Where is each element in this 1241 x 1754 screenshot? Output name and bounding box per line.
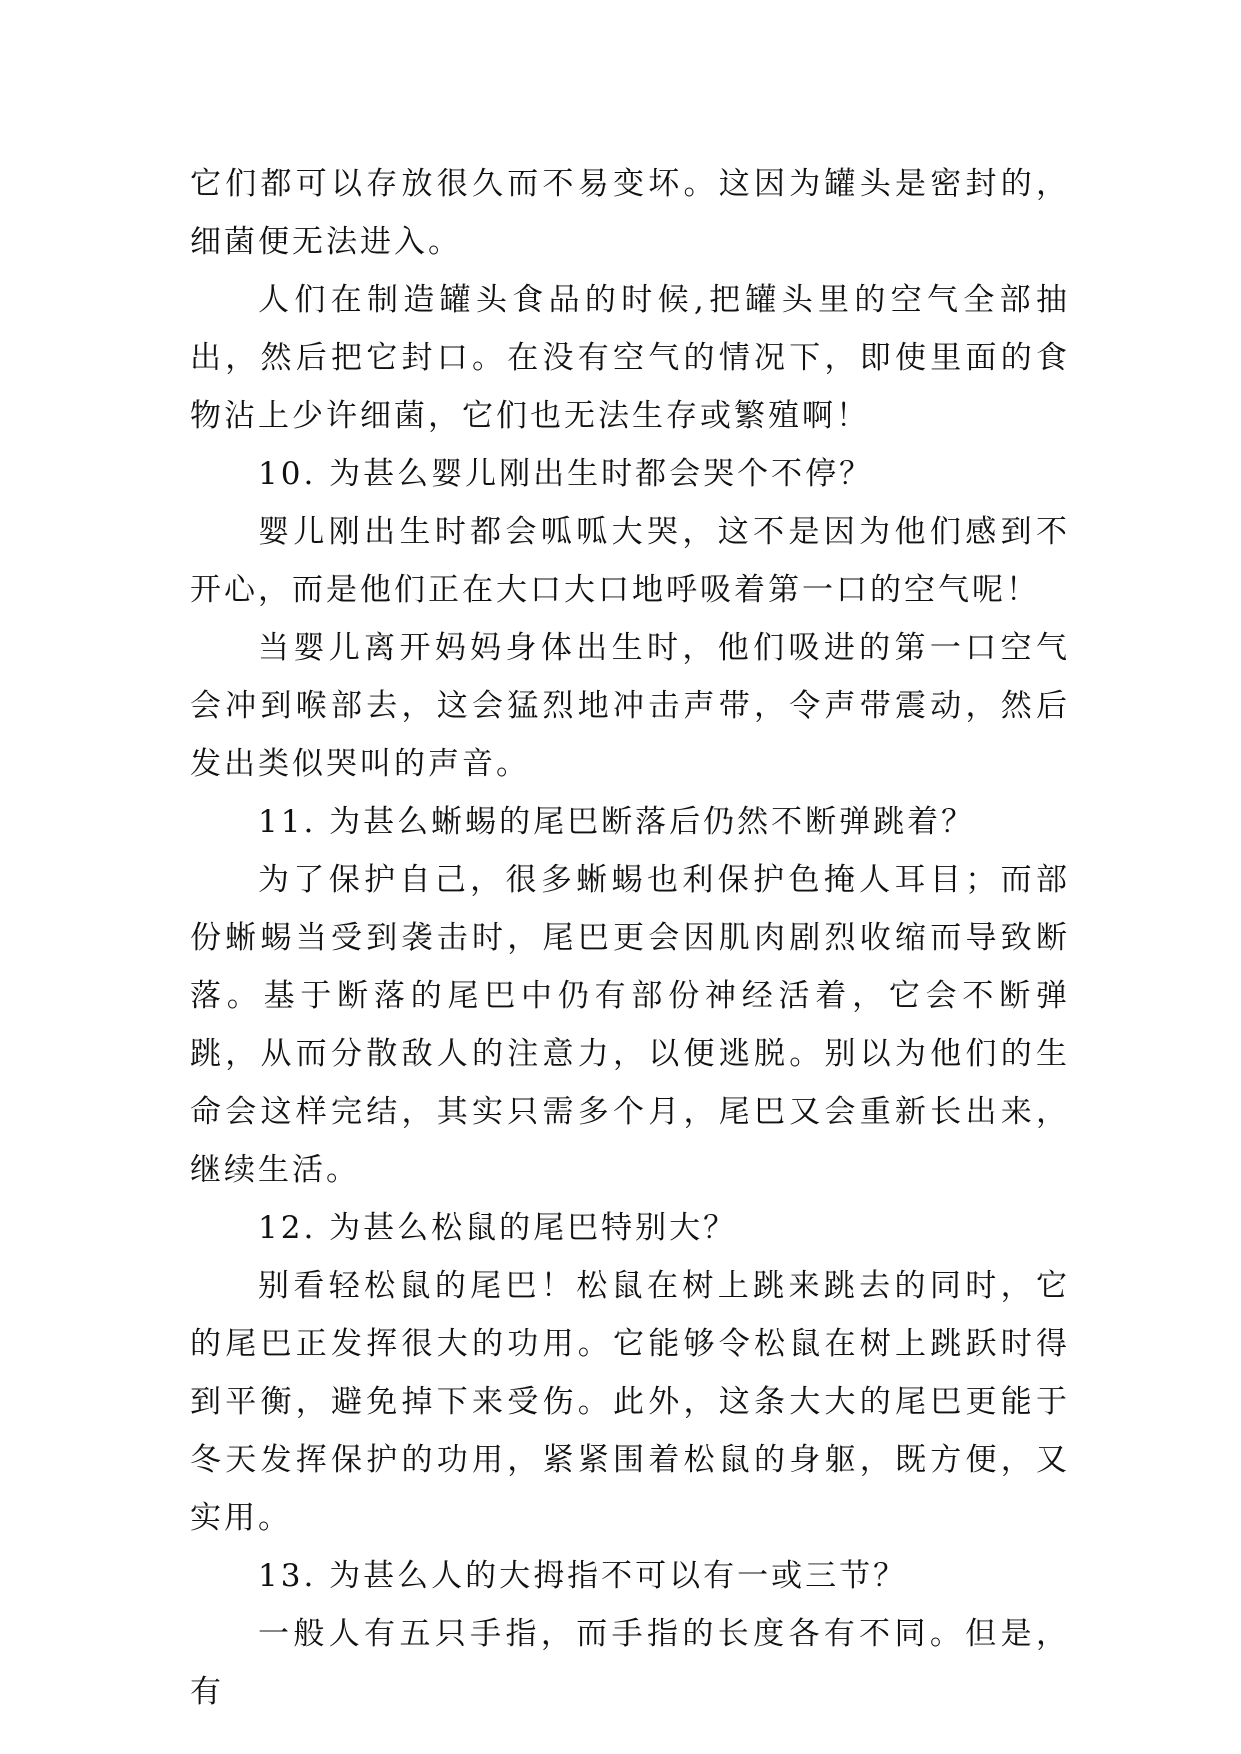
question-heading-10: 10. 为甚么婴儿刚出生时都会哭个不停？ xyxy=(258,456,874,492)
paragraph-baby-cry-2: 当婴儿离开妈妈身体出生时，他们吸进的第一口空气会冲到喉部去，这会猛烈地冲击声带，令声带震动，然后发出类似哭叫的声音。 xyxy=(190,630,1070,782)
question-heading-13: 13. 为甚么人的大拇指不可以有一或三节？ xyxy=(258,1558,908,1594)
paragraph-lizard-tail: 为了保护自己，很多蜥蜴也利保护色掩人耳目；而部份蜥蜴当受到袭击时，尾巴更会因肌肉剧烈收缩而导致断落。基于断落的尾巴中仍有部份神经活着，它会不断弹跳，从而分散敌人的注意力，以便逃脱。别以为他们的生命会这样完结，其实只需多个月，尾巴又会重新长出来，继续生活。 xyxy=(190,862,1070,1188)
paragraph-squirrel-tail: 别看轻松鼠的尾巴！松鼠在树上跳来跳去的同时，它的尾巴正发挥很大的功用。它能够令松鼠在树上跳跃时得到平衡，避免掉下来受伤。此外，这条大大的尾巴更能于冬天发挥保护的功用，紧紧围着松鼠的身躯，既方便，又实用。 xyxy=(190,1268,1070,1536)
paragraph-thumb-intro: 一般人有五只手指，而手指的长度各有不同。但是，有 xyxy=(190,1616,1070,1710)
paragraph-canned-food-intro: 它们都可以存放很久而不易变坏。这因为罐头是密封的，细菌便无法进入。 xyxy=(190,166,1070,260)
paragraph-canned-food-process: 人们在制造罐头食品的时候,把罐头里的空气全部抽出，然后把它封口。在没有空气的情况下，即使里面的食物沾上少许细菌，它们也无法生存或繁殖啊！ xyxy=(190,282,1070,434)
paragraph-baby-cry-1: 婴儿刚出生时都会呱呱大哭，这不是因为他们感到不开心，而是他们正在大口大口地呼吸着第一口的空气呢！ xyxy=(190,514,1070,608)
document-body xyxy=(190,155,1070,1721)
question-heading-12: 12. 为甚么松鼠的尾巴特别大？ xyxy=(258,1210,738,1246)
question-heading-11: 11. 为甚么蜥蜴的尾巴断落后仍然不断弹跳着？ xyxy=(258,804,976,840)
